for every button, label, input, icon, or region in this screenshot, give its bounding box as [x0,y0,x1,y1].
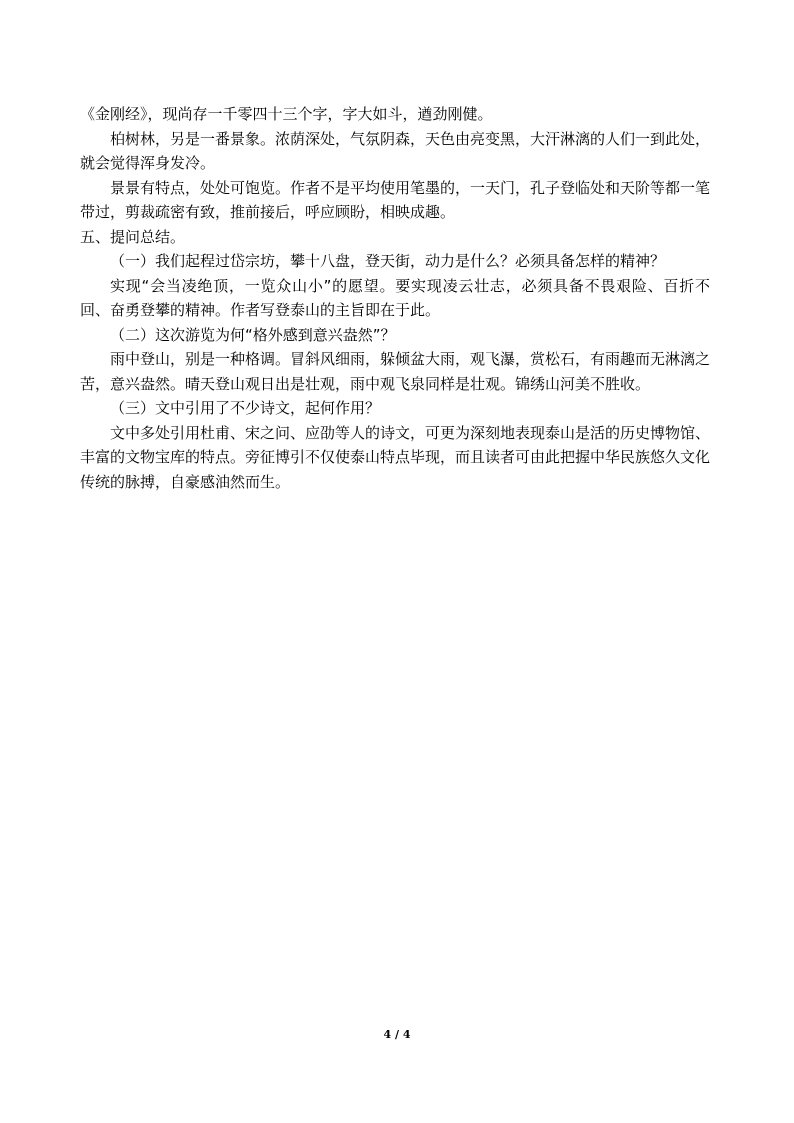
page-number: 4 / 4 [383,1028,411,1041]
question-three: （三）文中引用了不少诗文，起何作用？ [110,399,381,417]
answer-three: 文中多处引用杜甫、宋之问、应劭等人的诗文，可更为深刻地表现泰山是活的历史博物馆、丰富的文物宝库的特点。旁征博引不仅使泰山特点毕现，而且读者可由此把握中华民族悠久文化传统的脉搏，自豪感油然而生。 [80,423,711,491]
question-two: （二）这次游览为何“格外感到意兴盎然”？ [110,325,396,344]
paragraph-cypress-forest: 柏树林，另是一番景象。浓荫深处，气氛阴森，天色由亮变黑，大汗淋漓的人们一到此处，就会觉得浑身发冷。 [80,129,711,172]
question-one: （一）我们起程过岱宗坊，攀十八盘，登天街，动力是什么？必须具备怎样的精神？ [110,252,666,270]
answer-two: 雨中登山，别是一种格调。冒斜风细雨，躲倾盆大雨，观飞瀑，赏松石，有雨趣而无淋漓之苦，意兴盎然。晴天登山观日出是壮观，雨中观飞泉同样是壮观。锦绣山河美不胜收。 [80,350,711,393]
answer-one: 实现“会当凌绝顶，一览众山小”的愿望。要实现凌云壮志，必须具备不畏艰险、百折不回、奋勇登攀的精神。作者写登泰山的主旨即在于此。 [80,276,710,319]
paragraph-jingang-jing: 《金刚经》，现尚存一千零四十三个字，字大如斗，遒劲刚健。 [80,105,493,123]
paragraph-scenery-features: 景景有特点，处处可饱览。作者不是平均使用笔墨的，一天门，孔子登临处和天阶等都一笔带过，剪裁疏密有致，推前接后，呼应顾盼，相映成趣。 [80,178,711,221]
section-heading-summary: 五、提问总结。 [80,227,186,246]
document-body [80,102,710,494]
